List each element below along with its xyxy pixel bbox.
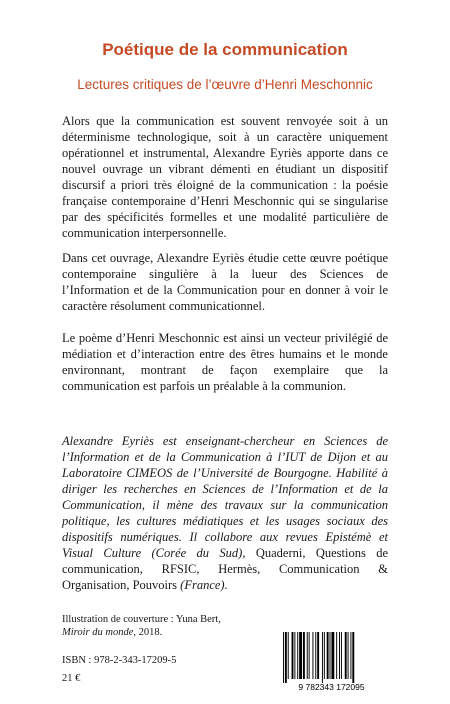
- author-bio-end: (France).: [180, 578, 228, 592]
- author-bio: [62, 433, 388, 593]
- cover-credit-line1: Illustration de couverture : Yuna Bert,: [62, 614, 221, 625]
- summary-paragraph-2: Dans cet ouvrage, Alexandre Eyriès étudie cette œuvre poétique contemporaine singulière à la lueur des Sciences de l’Information et de la Communication pour en donner à voir le caractère résolument communicationnel.: [62, 251, 388, 313]
- author-bio-journals: Quaderni, Questions de communication, RFSIC, Hermès, Communication & Organisation, Pouvoirs: [62, 546, 388, 592]
- book-subtitle: Lectures critiques de l’œuvre d’Henri Meschonnic: [77, 77, 373, 92]
- isbn: ISBN : 978-2-343-17209-5: [62, 655, 177, 666]
- barcode: [275, 630, 388, 692]
- price: 21 €: [62, 673, 81, 684]
- artwork-title: Miroir du monde: [62, 627, 134, 638]
- book-title: Poétique de la communication: [102, 40, 348, 59]
- summary-paragraph-3: Le poème d’Henri Meschonnic est ainsi un vecteur privilégié de médiation et d’interaction entre des êtres humains et le monde environnant, montrant de façon exemplaire que la communication est parfois un préalable à la communion.: [62, 331, 388, 393]
- author-bio-italic: Alexandre Eyriès est enseignant-chercheur en Sciences de l’Information et de la Communication à l’IUT de Dijon et au Laboratoire CIMEOS de l’Université de Bourgogne. Habilité à diriger les recherches en Sciences de l’Information et de la Communication, il mène des travaux sur la communication politique, les cultures médiatiques et les usages sociaux des dispositifs numériques. Il collabore aux revues Epistémè et Visual Culture (Corée du Sud),: [62, 434, 388, 560]
- barcode-digits: 9 782343 172095: [298, 682, 365, 692]
- artwork-year: , 2018.: [133, 627, 163, 638]
- cover-credit-line2: [62, 626, 221, 639]
- summary-paragraph-1: Alors que la communication est souvent renvoyée soit à un déterminisme technologique, soit à un caractère uniquement opérationnel et instrumental, Alexandre Eyriès apporte dans ce nouvel ouvrage un vibrant démenti en étudiant un dispositif discursif a priori très éloigné de la communication : la poésie française contemporaine d’Henri Meschonnic qui se singularise par des spécificités formelles et une modalité particulière de communication interpersonnelle.: [62, 114, 388, 240]
- cover-credit: [62, 613, 221, 639]
